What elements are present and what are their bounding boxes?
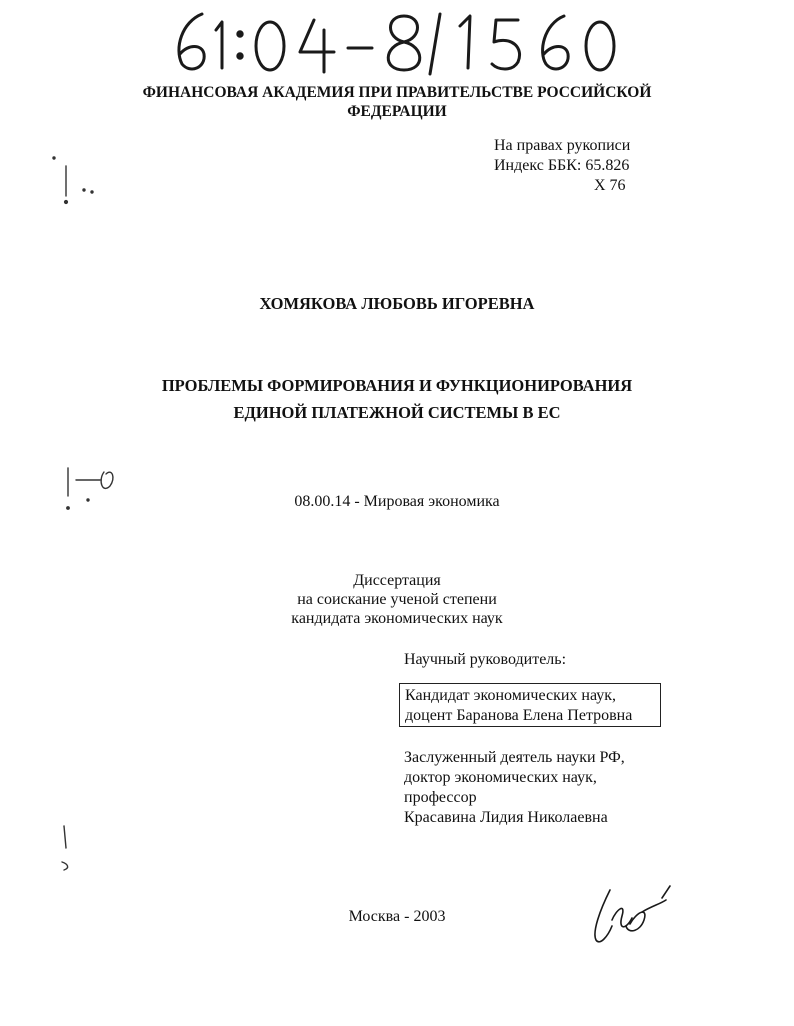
author-code: Х 76 [594, 177, 626, 194]
city-year: Москва - 2003 [348, 908, 446, 925]
supervisor-box [399, 683, 661, 727]
signature-icon [582, 880, 682, 960]
specialty: 08.00.14 - Мировая экономика [294, 493, 500, 510]
degree-line-2: на соискание ученой степени [297, 591, 497, 608]
organization-line-2: ФЕДЕРАЦИИ [347, 103, 447, 120]
degree-line-1: Диссертация [353, 572, 441, 589]
supervisor-label: Научный руководитель: [404, 651, 567, 668]
organization-line-1: ФИНАНСОВАЯ АКАДЕМИЯ ПРИ ПРАВИТЕЛЬСТВЕ РОССИЙСКОЙ [142, 84, 652, 101]
supervisor-line-2: доцент Баранова Елена Петровна [405, 707, 633, 724]
title-line-2: ЕДИНОЙ ПЛАТЕЖНОЙ СИСТЕМЫ В ЕС [233, 403, 561, 422]
degree-line-3: кандидата экономических наук [291, 610, 503, 627]
handwritten-archive-number [168, 8, 628, 76]
consultant-line-1: Заслуженный деятель науки РФ, [404, 749, 625, 766]
manuscript-rights: На правах рукописи [494, 137, 631, 154]
bbk-index: Индекс ББК: 65.826 [494, 157, 630, 174]
consultant-line-2: доктор экономических наук, [404, 769, 597, 786]
consultant-line-3: профессор [404, 789, 477, 806]
supervisor-line-1: Кандидат экономических наук, [405, 687, 617, 704]
organization-header [100, 83, 694, 121]
consultant-line-4: Красавина Лидия Николаевна [404, 809, 608, 826]
scientific-consultant [404, 748, 625, 828]
scan-marks [40, 150, 150, 880]
degree-statement [100, 571, 694, 628]
title-line-1: ПРОБЛЕМЫ ФОРМИРОВАНИЯ И ФУНКЦИОНИРОВАНИЯ [161, 376, 633, 395]
manuscript-info [494, 136, 630, 196]
dissertation-title [90, 372, 704, 426]
author-name: ХОМЯКОВА ЛЮБОВЬ ИГОРЕВНА [259, 294, 535, 313]
